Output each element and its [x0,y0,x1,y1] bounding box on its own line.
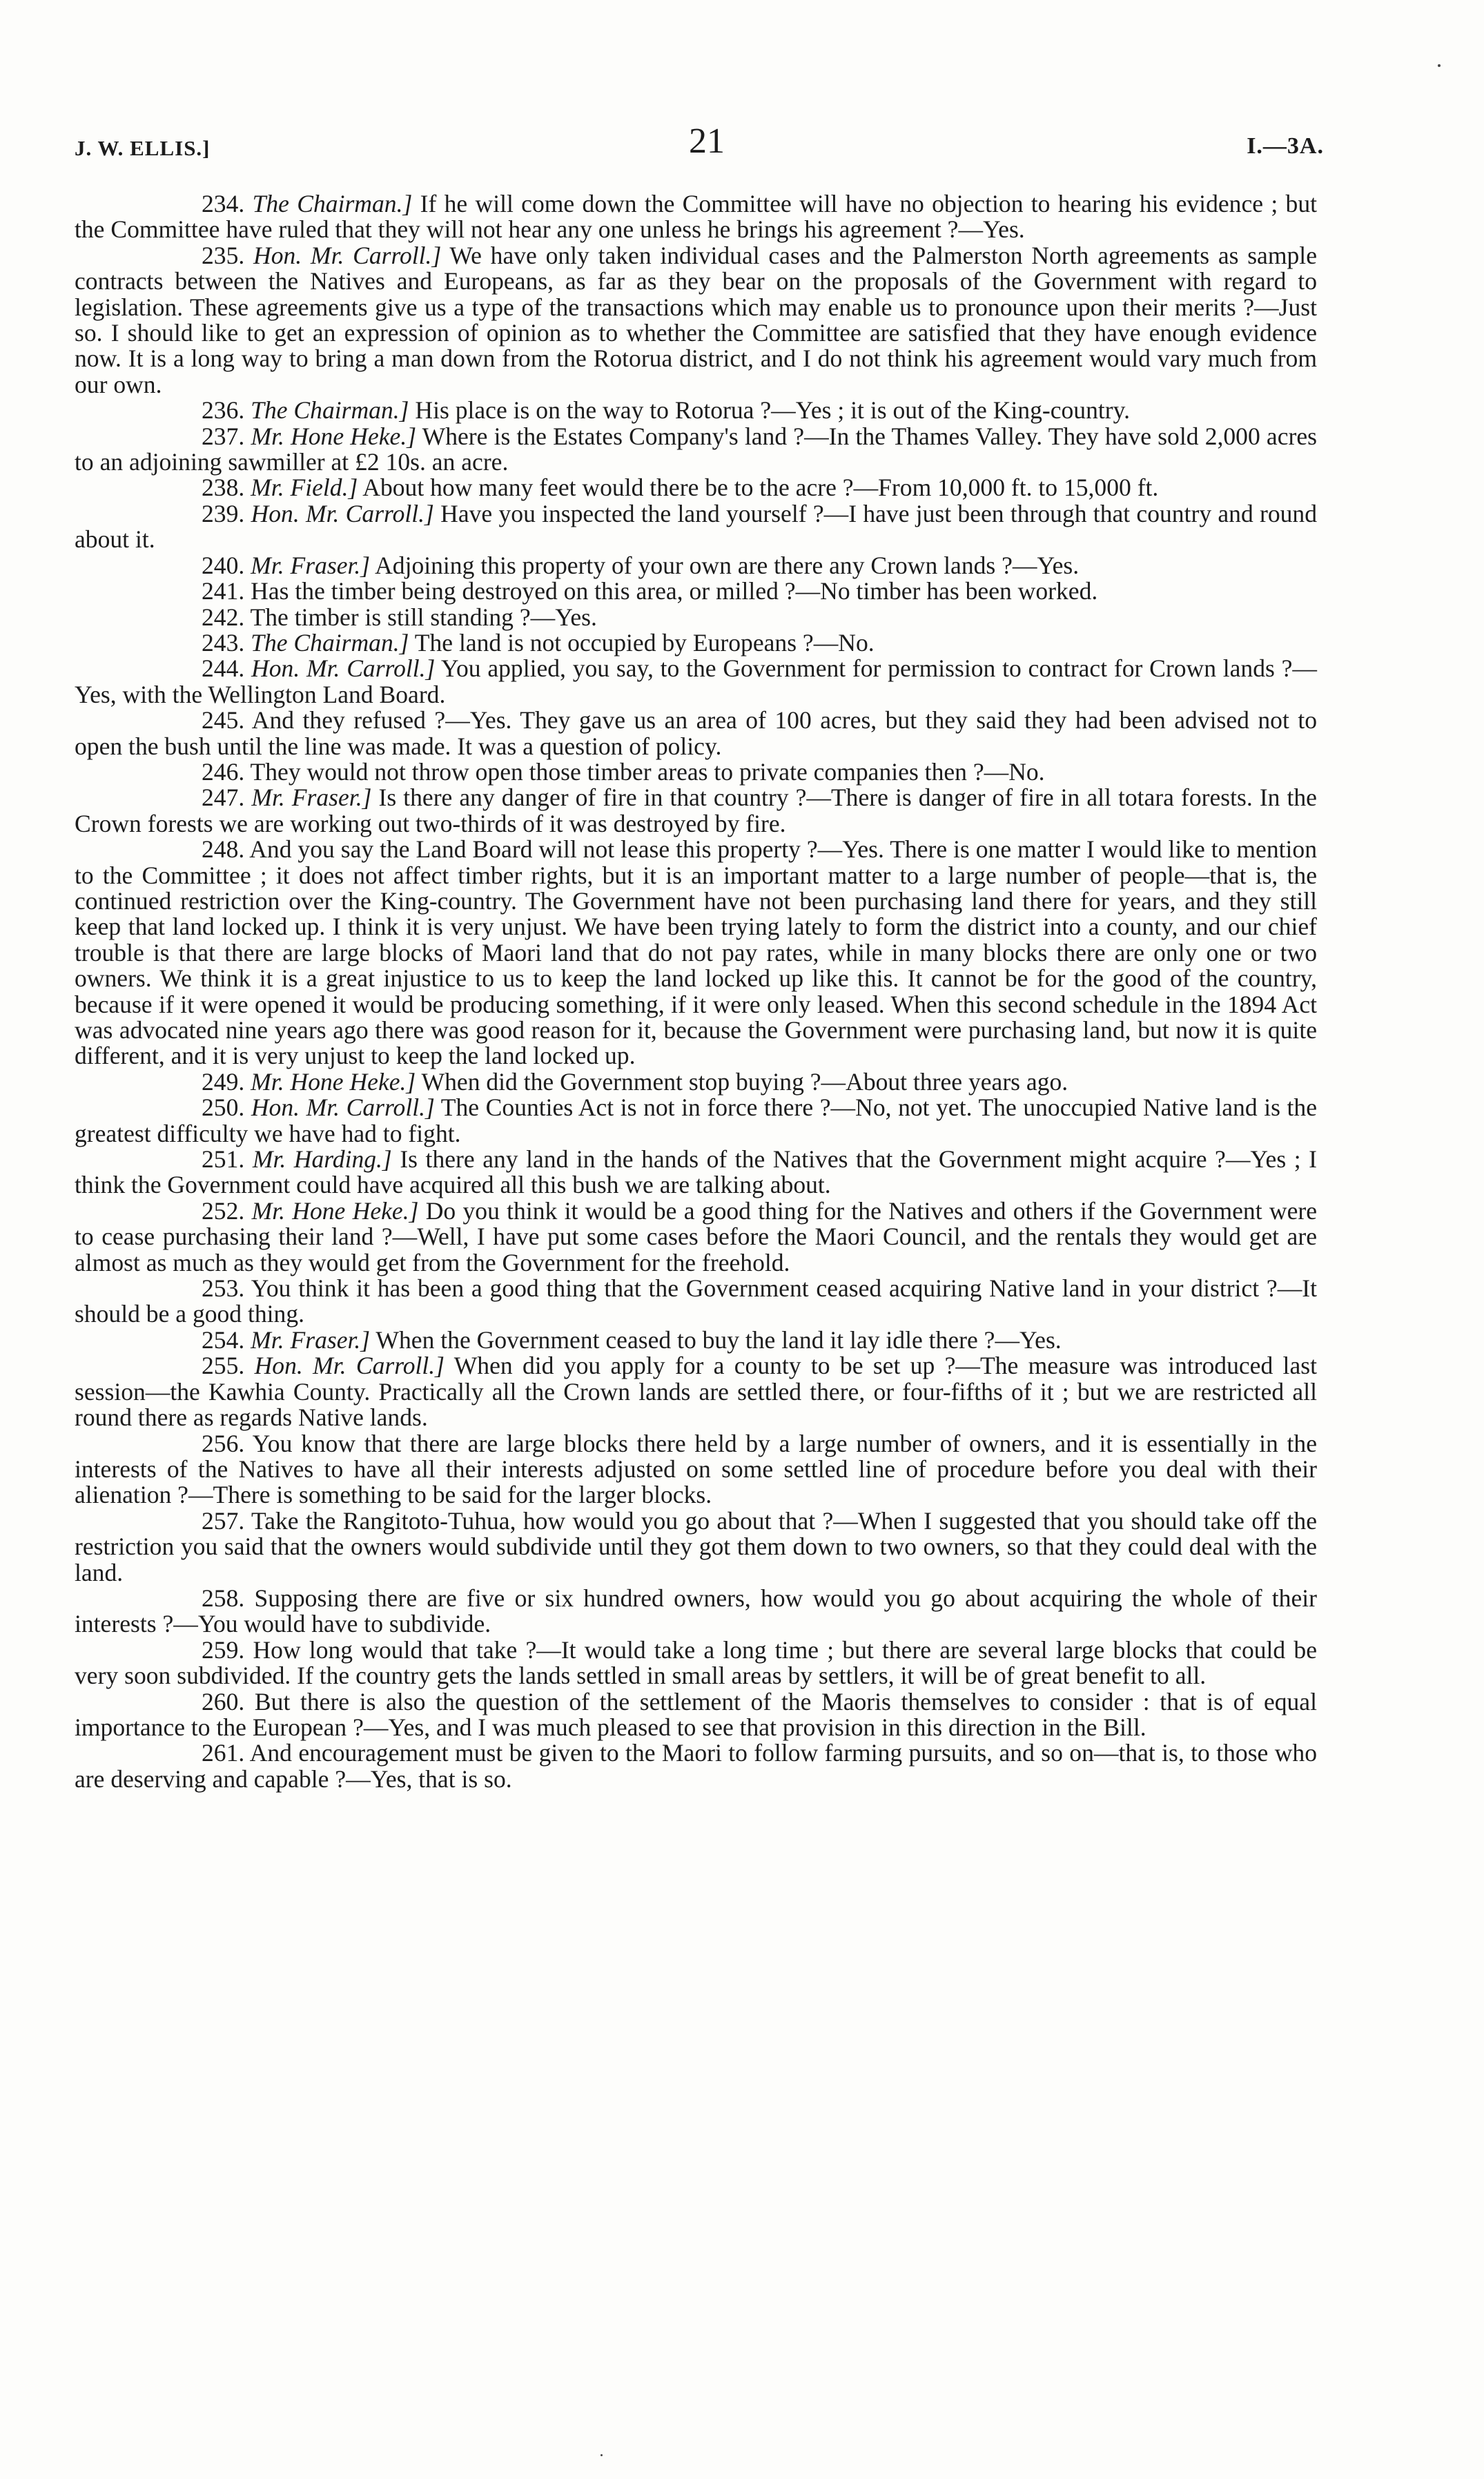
question-number: 258. [202,1584,245,1612]
question-paragraph [75,1147,1317,1198]
question-text: Supposing there are five or six hundred owners, how would you go about acquiring the whole of their interests ?—You would have to subdivide. [75,1584,1317,1638]
question-number: 249. [202,1067,245,1096]
document-reference: I.—3A. [1247,133,1324,159]
question-text: And they refused ?—Yes. They gave us an area of 100 acres, but they said they had been advised not to open the bush until the line was made. It was a question of policy. [75,706,1317,760]
question-paragraph [75,1069,1317,1095]
question-paragraph [75,398,1317,423]
question-paragraph [75,553,1317,579]
document-page [75,121,1324,1793]
question-number: 256. [202,1429,245,1457]
question-number: 237. [202,422,245,450]
speaker-name: The Chairman.] [252,190,413,217]
question-number: 239. [202,499,245,527]
question-paragraph [75,1586,1317,1637]
scan-speck [1438,64,1441,67]
speaker-name: Hon. Mr. Carroll.] [251,654,436,683]
header-witness-name: J. W. ELLIS.] [75,136,211,160]
page-number: 21 [689,121,725,161]
question-paragraph [75,424,1317,476]
question-paragraph [75,1198,1317,1276]
question-number: 257. [202,1506,245,1535]
question-text: When did the Government stop buying ?—About three years ago. [421,1067,1068,1096]
speaker-name: Mr. Fraser.] [251,551,371,579]
speaker-name: Hon. Mr. Carroll.] [254,1352,445,1380]
speaker-name: Mr. Field.] [251,474,358,502]
question-number: 259. [202,1635,245,1664]
question-text: But there is also the question of the settlement of the Maoris themselves to consider : that is of equal importance to the European ?—Yes, and I was much pleased to see that provision in this direction in the Bill. [75,1687,1317,1741]
question-text: When did you apply for a county to be set up ?—The measure was introduced last session—the Kawhia County. Practically all the Crown lands are settled there, or four-fifths of it ; but we are restricted all round there as regards Native lands. [75,1352,1317,1432]
question-paragraph [75,605,1317,630]
question-paragraph [75,1276,1317,1328]
question-number: 245. [202,706,245,735]
question-paragraph [75,1508,1317,1586]
question-paragraph [75,1689,1317,1741]
question-paragraph [75,1095,1317,1147]
question-paragraph [75,785,1317,837]
question-text: Adjoining this property of your own are there any Crown lands ?—Yes. [375,551,1080,579]
question-text: And you say the Land Board will not lease this property ?—Yes. There is one matter I would like to mention to the Committee ; it does not affect timber rights, but it is an important matter to a large number of people—that is, the continued restriction over the King-country. The Government have not been purchasing land there for years, and they still keep that land locked up. I think it is very unjust. We have been trying lately to form the district into a county, and our chief trouble is that there are large blocks of Maori land that do not pay rates, while in many blocks there are only one or two owners. We think it is a great injustice to us to keep the land locked up like this. It cannot be for the good of the country, because if it were opened it would be producing something, if it were only leased. When this second schedule in the 1894 Act was advocated nine years ago there was good reason for it, because the Government were purchasing land, but now it is quite different, and it is very unjust to keep the land locked up. [75,835,1317,1070]
question-paragraph [75,243,1317,398]
question-text: The Counties Act is not in force there ?—No, not yet. The unoccupied Native land is the greatest difficulty we have had to fight. [75,1093,1317,1147]
speaker-name: Mr. Fraser.] [251,784,372,812]
speaker-name: Hon. Mr. Carroll.] [251,1093,435,1122]
question-number: 236. [202,396,245,425]
question-number: 251. [202,1145,245,1174]
question-number: 243. [202,628,245,657]
question-text: If he will come down the Committee will have no objection to hearing his evidence ; but the Committee have ruled that they will not hear any one unless he brings his agreement ?—Yes. [75,190,1317,244]
question-paragraph [75,759,1317,785]
question-text: About how many feet would there be to the acre ?—From 10,000 ft. to 15,000 ft. [362,474,1159,502]
question-number: 240. [202,551,245,579]
question-text: When the Government ceased to buy the land it lay idle there ?—Yes. [375,1325,1062,1354]
speaker-name: The Chairman.] [251,396,409,425]
speaker-name: Mr. Harding.] [252,1145,392,1174]
question-paragraph [75,1740,1317,1792]
question-number: 253. [202,1274,245,1303]
question-text: They would not throw open those timber areas to private companies then ?—No. [250,757,1045,786]
question-number: 261. [202,1739,245,1767]
question-text: How long would that take ?—It would take a long time ; but there are several large blocks that could be very soon subdivided. If the country gets the lands settled in small areas by settlers, it will be of great benefit to all. [75,1635,1317,1690]
speaker-name: Hon. Mr. Carroll.] [251,499,434,527]
question-text: Has the timber being destroyed on this area, or milled ?—No timber has been worked. [251,577,1098,605]
question-paragraph [75,1431,1317,1508]
speaker-name: Mr. Hone Heke.] [251,1067,416,1096]
question-number: 241. [202,577,245,605]
question-text: And encouragement must be given to the Maori to follow farming pursuits, and so on—that is, to those who are deserving and capable ?—Yes, that is so. [75,1739,1317,1793]
speaker-name: Mr. Fraser.] [251,1325,371,1354]
document-body [75,191,1317,1792]
question-text: You applied, you say, to the Government for permission to contract for Crown lands ?—Yes, with the Wellington Land Board. [75,654,1318,708]
question-text: You know that there are large blocks there held by a large number of owners, and it is essentially in the interests of the Natives to have all their interests adjusted on some settled line of procedure before you deal with their alienation ?—There is something to be said for the larger blocks. [75,1429,1317,1509]
question-text: You think it has been a good thing that the Government ceased acquiring Native land in your district ?—It should be a good thing. [75,1274,1318,1328]
question-text: Do you think it would be a good thing for the Natives and others if the Government were to cease purchasing their land ?—Well, I have put some cases before the Maori Council, and the rentals they would get are almost as much as they would get from the Government for the freehold. [75,1196,1318,1276]
question-number: 260. [202,1687,245,1715]
question-text: His place is on the way to Rotorua ?—Yes ; it is out of the King-country. [415,396,1130,425]
question-paragraph [75,1325,1317,1354]
question-number: 254. [202,1325,245,1354]
question-number: 234. [202,190,245,217]
question-text: Where is the Estates Company's land ?—In the Thames Valley. They have sold 2,000 acres to an adjoining sawmiller at £2 10s. an acre. [75,422,1317,476]
question-paragraph [75,837,1317,1069]
question-paragraph [75,501,1317,553]
question-text: Take the Rangitoto-Tuhua, how would you go about that ?—When I suggested that you should take off the restriction you said that the owners would subdivide until they got them down to two owners, so that they could deal with the land. [75,1506,1317,1586]
question-number: 247. [202,784,245,812]
question-number: 244. [202,654,245,683]
question-text: The timber is still standing ?—Yes. [250,603,597,631]
question-number: 246. [202,757,245,786]
question-text: Have you inspected the land yourself ?—I have just been through that country and round about it. [75,499,1318,554]
question-number: 235. [202,241,245,269]
scan-speck [601,2454,603,2456]
question-paragraph [75,630,1317,656]
question-paragraph [75,191,1317,243]
speaker-name: The Chairman.] [251,628,409,657]
question-number: 242. [202,603,245,631]
page-header [75,121,1324,176]
question-number: 250. [202,1093,245,1122]
question-text: Is there any land in the hands of the Natives that the Government might acquire ?—Yes ; I think the Government could have acquired all this bush we are talking about. [75,1145,1317,1199]
question-paragraph [75,1353,1317,1430]
question-number: 238. [202,474,245,502]
question-paragraph [75,708,1317,759]
question-paragraph [75,475,1317,500]
question-paragraph [75,656,1317,708]
question-text: We have only taken individual cases and the Palmerston North agreements as sample contracts between the Natives and Europeans, as far as they bear on the proposals of the Government with regard to legislation. These agreements give us a type of the transactions which may enable us to pronounce upon their merits ?—Just so. I should like to get an expression of opinion as to whether the Committee are satisfied that they have enough evidence now. It is a long way to bring a man down from the Rotorua district, and I do not think his agreement would vary much from our own. [75,241,1317,398]
speaker-name: Hon. Mr. Carroll.] [253,241,442,269]
speaker-name: Mr. Hone Heke.] [251,422,417,450]
question-number: 248. [202,835,245,864]
question-paragraph [75,1637,1317,1689]
question-number: 255. [202,1352,245,1380]
question-text: Is there any danger of fire in that country ?—There is danger of fire in all totara forests. In the Crown forests we are working out two-thirds of it was destroyed by fire. [75,784,1317,837]
question-text: The land is not occupied by Europeans ?—No. [414,628,875,657]
question-number: 252. [202,1196,245,1225]
speaker-name: Mr. Hone Heke.] [251,1196,419,1225]
question-paragraph [75,579,1317,604]
